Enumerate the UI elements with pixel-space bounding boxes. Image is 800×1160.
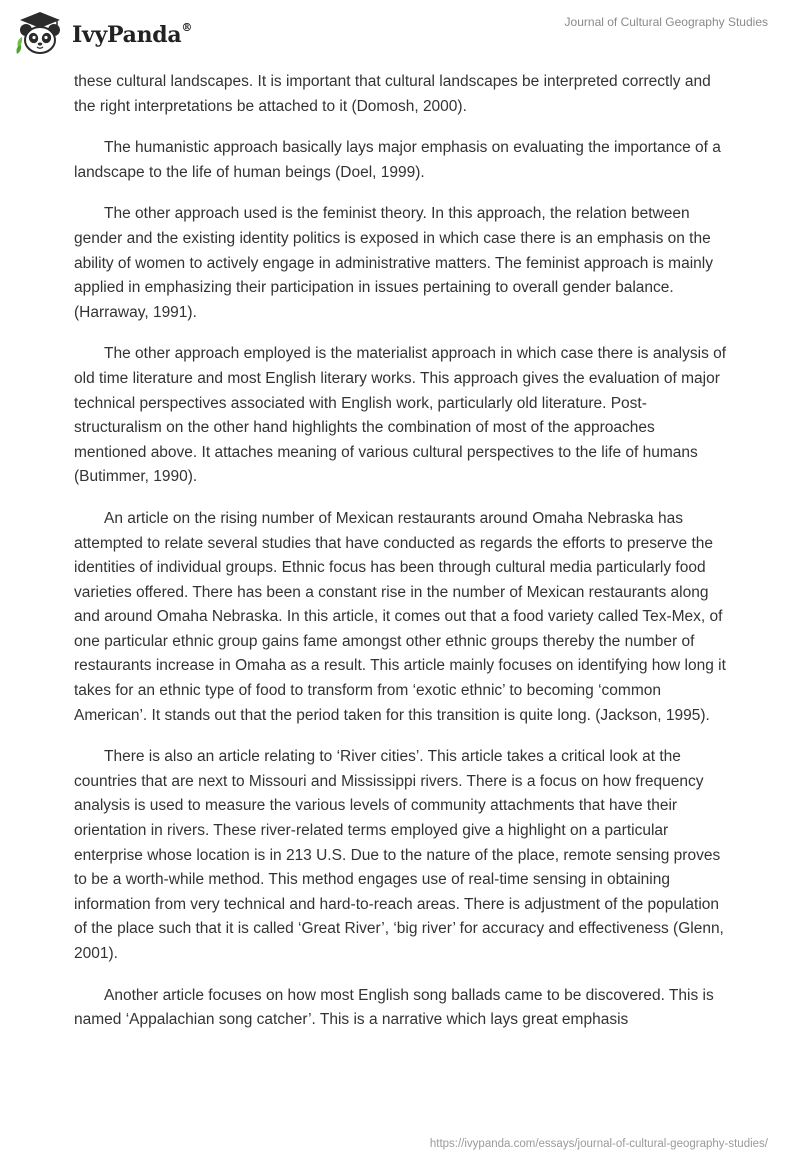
paragraph: Another article focuses on how most English song ballads came to be discovered. This is named ‘Appalachian song catcher’. This is a narrative which lays great emphasis [74,986,714,1029]
paragraph: There is also an article relating to ‘River cities’. This article takes a critical look at the countries that are next to Missouri and Mississippi rivers. There is a focus on how frequency analysis is used to measure the various levels of community attachments that have their orientation in rivers. These river-related terms employed give a highlight on a particular enterprise whose location is in 213 U.S. Due to the nature of the place, remote sensing proves to be a worth-while method. This method engages use of real-time sensing in obtaining information from very technical and hard-to-reach areas. There is adjustment of the population of the place such that it is called ‘Great River’, ‘big river’ for accuracy and effectiveness (Glenn, 2001). [74,748,724,962]
paragraph: The other approach employed is the materialist approach in which case there is analysis of old time literature and most English literary works. This approach gives the evaluation of major technical perspectives associated with English work, particularly old literature. Post- structuralism on the other hand highlights the combination of most of the approaches mentioned above. It attaches meaning of various cultural perspectives to the life of humans (Butimmer, 1990). [74,345,727,486]
brand-logo[interactable] [14,10,192,56]
registered-mark: ® [181,20,193,34]
brand-name: IvyPanda® [72,20,193,48]
source-url-link[interactable]: https://ivypanda.com/essays/journal-of-cultural-geography-studies/ [429,1138,768,1150]
page-header [0,0,800,60]
paragraph: The humanistic approach basically lays major emphasis on evaluating the importance of a landscape to the life of human beings (Doel, 1999). [74,139,721,181]
panda-logo-icon [14,10,66,56]
paragraph: these cultural landscapes. It is important that cultural landscapes be interpreted correctly and the right interpretations be attached to it (Domosh, 2000). [74,73,711,115]
paragraph: An article on the rising number of Mexican restaurants around Omaha Nebraska has attempted to relate several studies that have conducted as regards the efforts to preserve the identities of individual groups. Ethnic focus has been through cultural media particularly food varieties offered. There has been a constant rise in the number of Mexican restaurants along and around Omaha Nebraska. In this article, it comes out that a food variety called Tex-Mex, of one particular ethnic group gains fame amongst other ethnic groups thereby the number of restaurants increase in Omaha as a result. This article mainly focuses on identifying how long it takes for an ethnic type of food to transform from ‘exotic ethnic’ to becoming ‘common American’. It stands out that the period taken for this transition is quite long. (Jackson, 1995). [74,509,726,724]
essay-body [74,70,730,1050]
paragraph: The other approach used is the feminist theory. In this approach, the relation between gender and the existing identity politics is exposed in which case there is an emphasis on the ability of women to actively engage in administrative matters. The feminist approach is mainly applied in emphasizing their participation in issues pertaining to overall gender balance. (Harraway, 1991). [74,205,713,321]
document-title: Journal of Cultural Geography Studies [564,15,768,29]
